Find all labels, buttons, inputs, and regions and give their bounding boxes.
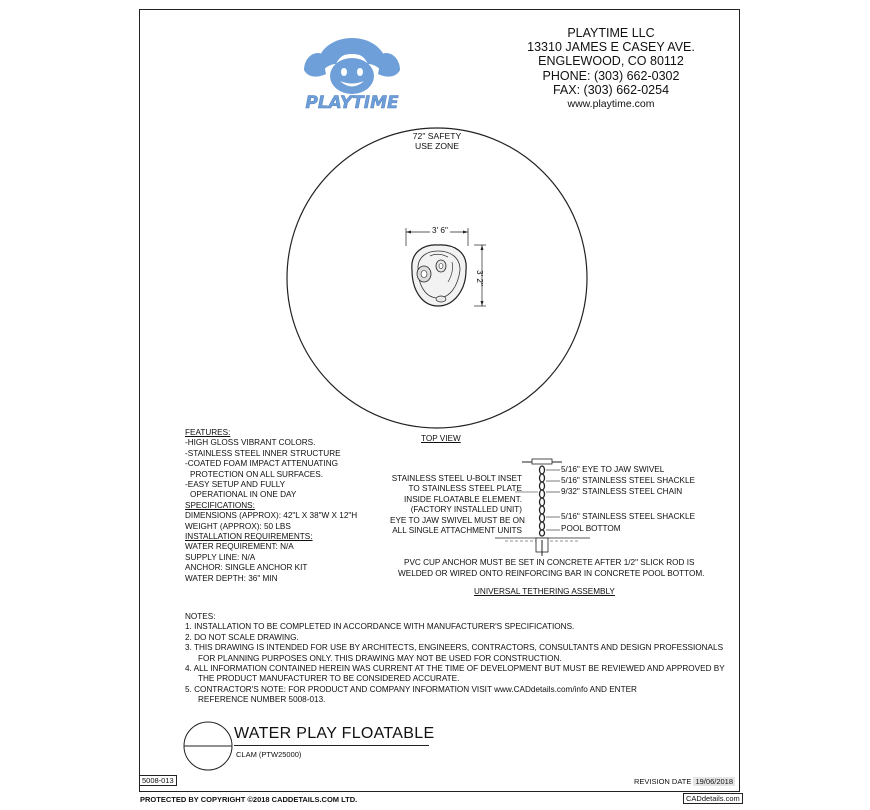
tether-left-notes <box>390 474 525 536</box>
drawing-subtitle: CLAM (PTW25000) <box>236 750 302 759</box>
notes-heading: NOTES: <box>185 612 216 621</box>
install-item: WATER DEPTH: 36" MIN <box>185 573 278 583</box>
note-item: FOR PLANNING PURPOSES ONLY. THIS DRAWING MAY NOT BE USED FOR CONSTRUCTION. <box>198 653 562 663</box>
spec-item: DIMENSIONS (APPROX): 42"L X 38"W X 12"H <box>185 511 358 521</box>
revision-date: 19/06/2018 <box>695 777 734 786</box>
tether-note: EYE TO JAW SWIVEL MUST BE ON <box>390 515 525 525</box>
title-symbol-icon <box>182 720 234 772</box>
company-address-line2: ENGLEWOOD, CO 80112 <box>538 54 684 69</box>
anchor-note-line2: WELDED OR WIRED ONTO REINFORCING BAR IN CONCRETE POOL BOTTOM. <box>398 569 705 578</box>
tether-note: ALL SINGLE ATTACHMENT UNITS <box>392 526 522 536</box>
install-item: WATER REQUIREMENT: N/A <box>185 542 294 552</box>
revision-block <box>634 777 735 786</box>
note-item: 2. DO NOT SCALE DRAWING. <box>185 632 299 642</box>
company-fax: FAX: (303) 662-0254 <box>552 82 670 97</box>
notes-block <box>185 612 725 706</box>
installation-heading: INSTALLATION REQUIREMENTS: <box>185 532 313 542</box>
install-item: SUPPLY LINE: N/A <box>185 552 256 562</box>
tether-note-swivel: 5/16" EYE TO JAW SWIVEL <box>561 465 665 474</box>
spec-item: WEIGHT (APPROX): 50 LBS <box>185 521 291 531</box>
width-dimension: 3' 6" <box>432 226 448 235</box>
tether-note: STAINLESS STEEL U-BOLT INSET <box>391 474 522 483</box>
note-item: THE PRODUCT MANUFACTURER TO BE CONSIDERED ACCURATE. <box>198 674 460 684</box>
feature-item: OPERATIONAL IN ONE DAY <box>190 490 297 500</box>
feature-item: -STAINLESS STEEL INNER STRUCTURE <box>185 448 341 458</box>
caddetails-link[interactable]: CADdetails.com <box>683 793 743 804</box>
logo-text: PLAYTIME <box>305 93 399 113</box>
tether-note-pool-bottom: POOL BOTTOM <box>561 524 621 533</box>
note-item: 4. ALL INFORMATION CONTAINED HEREIN WAS CURRENT AT THE TIME OF DEVELOPMENT BUT MUST BE REVIEWED AND APPROVED BY <box>185 664 725 674</box>
features-heading: FEATURES: <box>185 428 231 437</box>
note-item: 3. THIS DRAWING IS INTENDED FOR USE BY ARCHITECTS, ENGINEERS, CONTRACTORS, CONSULTANTS AND DESIGN PROFESSIONALS <box>185 643 724 653</box>
note-item: REFERENCE NUMBER 5008-013. <box>198 695 326 705</box>
company-name: PLAYTIME LLC <box>567 26 655 40</box>
revision-label: REVISION DATE <box>634 777 692 786</box>
tether-note: INSIDE FLOATABLE ELEMENT. <box>404 494 522 504</box>
note-item: 1. INSTALLATION TO BE COMPLETED IN ACCORDANCE WITH MANUFACTURER'S SPECIFICATIONS. <box>185 622 575 632</box>
note-item: 5. CONTRACTOR'S NOTE: FOR PRODUCT AND COMPANY INFORMATION VISIT www.CADdetails.com/info AND ENTER <box>185 684 637 694</box>
title-underline <box>234 745 429 746</box>
company-phone: PHONE: (303) 662-0302 <box>542 68 680 83</box>
feature-item: -HIGH GLOSS VIBRANT COLORS. <box>185 438 316 448</box>
feature-item: -EASY SETUP AND FULLY <box>185 480 286 490</box>
drawing-title: WATER PLAY FLOATABLE <box>234 725 435 742</box>
safety-zone-label: 72" SAFETY USE ZONE <box>412 131 462 152</box>
specifications-heading: SPECIFICATIONS: <box>185 500 255 510</box>
reference-number: 5008-013 <box>139 775 177 786</box>
install-item: ANCHOR: SINGLE ANCHOR KIT <box>185 563 308 573</box>
tether-note-shackle-bottom: 5/16" STAINLESS STEEL SHACKLE <box>561 512 695 521</box>
top-view-label: TOP VIEW <box>421 434 461 443</box>
feature-item: PROTECTION ON ALL SURFACES. <box>190 469 323 479</box>
tether-note: TO STAINLESS STEEL PLATE <box>408 484 522 494</box>
feature-item: -COATED FOAM IMPACT ATTENUATING <box>185 459 338 469</box>
company-address-line1: 13310 JAMES E CASEY AVE. <box>527 40 695 55</box>
tether-note-shackle-top: 5/16" STAINLESS STEEL SHACKLE <box>561 476 695 485</box>
copyright-text: PROTECTED BY COPYRIGHT ©2018 CADDETAILS.COM LTD. <box>140 795 358 804</box>
tether-note: (FACTORY INSTALLED UNIT) <box>410 505 522 515</box>
company-website: www.playtime.com <box>567 98 655 111</box>
tethering-label: UNIVERSAL TETHERING ASSEMBLY <box>474 587 615 596</box>
tether-note-chain: 9/32" STAINLESS STEEL CHAIN <box>561 487 683 496</box>
anchor-note-line1: PVC CUP ANCHOR MUST BE SET IN CONCRETE AFTER 1/2" SLICK ROD IS <box>404 558 695 567</box>
depth-dimension: 3' 2" <box>475 270 484 286</box>
